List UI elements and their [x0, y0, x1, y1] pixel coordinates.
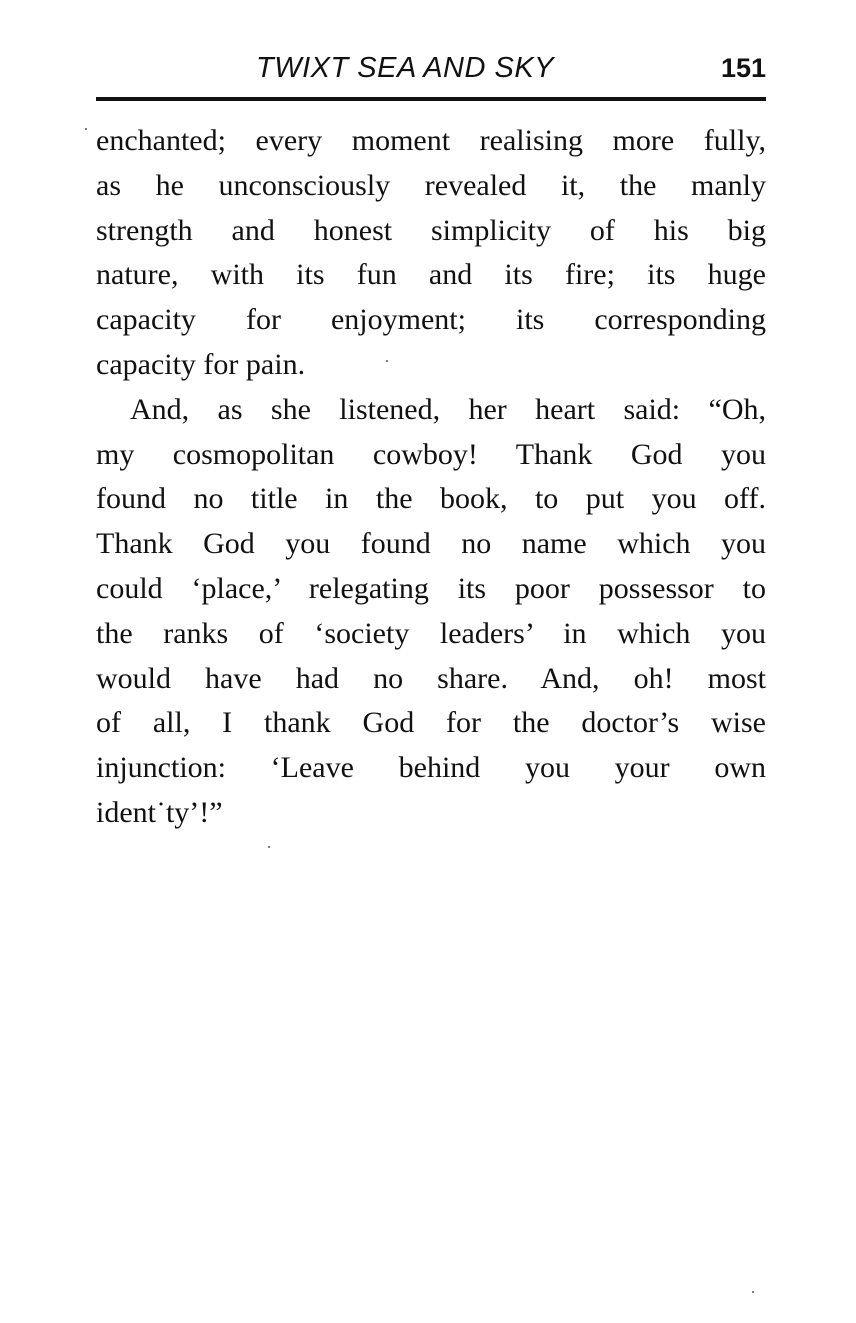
text-line: capacity for enjoyment; its corresponding	[96, 303, 766, 337]
text-line: the ranks of ‘society leaders’ in which you	[96, 616, 766, 650]
text-line: could ‘place,’ relegating its poor possessor to	[96, 571, 766, 605]
text-line: ident˙ty’!”	[96, 795, 223, 829]
print-speck	[752, 1291, 754, 1293]
text-line: of all, I thank God for the doctor’s wise	[96, 706, 766, 740]
text-line: Thank God you found no name which you	[96, 527, 766, 561]
text-line: And, as she listened, her heart said: “Oh,	[130, 392, 766, 426]
text-line: nature, with its fun and its fire; its huge	[96, 258, 766, 292]
text-line: found no title in the book, to put you off.	[96, 482, 766, 516]
page-number: 151	[720, 53, 766, 83]
body-text	[96, 119, 766, 836]
paragraph-1	[96, 119, 766, 388]
running-head-title: TWIXT SEA AND SKY	[256, 52, 555, 84]
text-line: enchanted; every moment realising more fully,	[96, 124, 766, 157]
print-speck	[386, 360, 388, 362]
header-rule	[96, 97, 766, 101]
text-line: my cosmopolitan cowboy! Thank God you	[96, 437, 766, 471]
text-line: capacity for pain.	[96, 347, 306, 381]
text-line: strength and honest simplicity of his big	[96, 213, 766, 247]
print-speck	[268, 846, 270, 848]
text-line: injunction: ‘Leave behind you your own	[96, 751, 766, 785]
text-line: as he unconsciously revealed it, the manly	[96, 168, 766, 202]
print-speck	[85, 128, 87, 130]
running-head	[96, 48, 766, 88]
text-line: would have had no share. And, oh! most	[96, 661, 766, 695]
paragraph-2	[96, 388, 766, 836]
